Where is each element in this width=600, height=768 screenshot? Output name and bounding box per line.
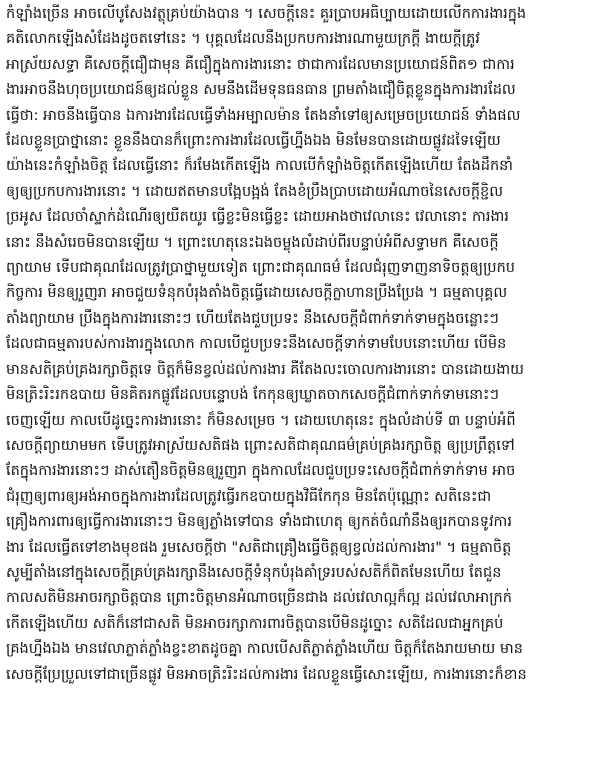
text-line: សេចក្តីប្រែប្រួលទៅជាច្រើនផ្លូវ មិនអាចត្រិះរិះដល់ការងារ ដែលខ្លួនធ្វើសោះឡើយ, ការងារនោះក៏ខាន bbox=[6, 666, 527, 683]
text-line: តែក្នុងការងារនោះៗ ដាស់តឿនចិត្តមិនឲ្យរួញរា ក្នុងកាលដែលជួបប្រទះសេចក្តីជំពាក់ទាក់ទាម អាច bbox=[6, 463, 516, 480]
text-line: កំឡាំងច្រើន អាចលើបូសែងវត្ថុគ្រប់យ៉ាងបាន ។ សេចក្តីនេះ គួរប្រាបអធិប្បាយដោយលើកការងារក្នុង bbox=[6, 6, 527, 22]
text-line: ច្រអូស ដែលចាំស្ទាក់ដំណើរឲ្យយឺតយូរ ធ្វើខ្លះមិនធ្វើខ្លះ ដោយអាងថាវេលានេះ វេលានោះ ការងារ bbox=[6, 209, 509, 226]
body-text bbox=[6, 2, 594, 766]
text-line: ចេញឡើយ កាលបើដូច្នេះការងារនោះ ក៏មិនសម្រេច ។ ដោយហេតុនេះ ក្នុងលំដាប់ទី ៣ បន្ទាប់អំពី bbox=[6, 412, 516, 429]
text-line: ដែលខ្លួនប្រាថ្នានោះ ខ្លួននឹងបានក៏ព្រោះការងារដែលធ្វើហ្នឹងឯង មិនមែនបានដោយផ្លូវដទៃឡើយ bbox=[6, 133, 501, 150]
text-line: តាំងព្យាយាម ប្រឹងក្នុងការងារនោះៗ ហើយតែងជួបប្រទះ នឹងសេចក្តីជំពាក់ទាក់ទាមក្នុងចន្លោះៗ bbox=[6, 310, 499, 327]
text-line: សេចក្តីព្យាយាមមក ទើបត្រូវអាស្រ័យសតិផង ព្រោះសតិជាគុណធម៌គ្រប់គ្រងរក្សាចិត្ត ឲ្យប្រព្រឹត្តទៅ bbox=[6, 437, 515, 454]
text-line: ងារអាចនឹងហុចប្រយោជន៍ឲ្យដល់ខ្លួន សមនឹងដើមទុនធនធាន ព្រមតាំងជឿចិត្តខ្លួនក្នុងការងារដែល bbox=[6, 82, 516, 99]
text-line: យ៉ាងនេះកំឡាំងចិត្ត ដែលធ្វើនោះ ក៏រមែងកើតឡើង កាលបើកំឡាំងចិត្តកើតឡើងហើយ តែងដឹកនាំ bbox=[6, 158, 513, 175]
text-line: សូម្បីតាំងនៅក្នុងសេចក្តីគ្រប់គ្រងរក្សានឹងសេចក្តីទំនុកបំរុងគាំទ្ររបស់សតិក៏ពិតមែនហើយ តែជួន bbox=[6, 564, 502, 581]
text-line: មានសតិគ្រប់គ្រងរក្សាចិត្តទេ ចិត្តក៏មិនខ្វល់ដល់ការងារ គឺតែងលះចោលការងារនោះ បានដោយងាយ bbox=[6, 361, 524, 378]
text-line: ធ្វើថា: អាចនឹងធ្វើបាន ឯការងារដែលធ្វើទាំងអម្បាលម៉ាន តែងនាំទៅឲ្យសម្រេចប្រយោជន៍ ទាំងផល bbox=[6, 107, 521, 124]
text-line: កិច្ចការ មិនឲ្យរួញរា អាចជួយទំនុកបំរុងតាំងចិត្តធ្វើដោយសេចក្តីក្លាហានប្រឹងប្រែង ។ ធម្មតាបុគ្គល bbox=[6, 285, 508, 302]
text-line: ព្យាយាម ទើបជាគុណដែលត្រូវប្រាថ្នាមួយទៀត ព្រោះជាគុណធម៌ ដែលជំរុញទាញនាទិចត្តឲ្យប្រកប bbox=[6, 260, 516, 277]
text-line: នោះ នឹងសំរេចមិនបានឡើយ ។ ព្រោះហេតុនេះឯងចម្លុងលំដាប់ពីរបន្ទាប់អំពីសទ្ធាមក គឺសេចក្តី bbox=[6, 234, 499, 251]
text-line: គ្រងហ្នឹងឯង មានវេលាភ្លាត់ភ្លាំងខ្វះខាតដូចគ្នា កាលបើសតិភ្លាត់ភ្លាំងហើយ ចិត្តក៏តែងរាយមាយ មាន bbox=[6, 641, 523, 658]
text-line: ឲ្យឲ្យប្រកបការងារនោះ ។ ដោយឥតមានបង្អែបង្អង់ តែងខំប្រឹងប្រាបដោយអំណាចនៃសេចក្តីខ្ជិល bbox=[6, 183, 504, 200]
text-line: ជំរុញឲ្យពារឲ្យអង់អាចក្នុងការងារដែលត្រូវធ្វើរកឧបាយក្នុងវិធីកែកុន មិនតែប៉ុណ្ណោះ សតិនេះជា bbox=[6, 488, 492, 505]
text-line: ងារ ដែលធ្វើតទៅខាងមុខផង រួមសេចក្តីថា "សតិជាគ្រឿងធ្វើចិត្តឲ្យខ្វល់ដល់ការងារ" ។ ធម្មតាចិត្ត bbox=[6, 539, 512, 556]
text-line: កើតឡើងហើយ សតិក៏នៅជាសតិ មិនអាចរក្សាការពារចិត្តបានបើមិនដូច្នោះ សតិដែលជាអ្នកគ្រប់ bbox=[6, 615, 504, 632]
text-line: គតិលោកឡើងសំដែងដូចតទៅនេះ ។ បុគ្គលដែលនឹងប្រកបការងារណាមួយក្រក្តី ងាយក្តីត្រូវ bbox=[6, 31, 480, 48]
text-line: មិនត្រិះរិះរកឧបាយ មិនគិតរកផ្លូវដែលបន្ទោបង់ កែកុនឲ្យឃ្លាតចាកសេចក្តីជំពាក់ទាក់ទាមនោះៗ bbox=[6, 387, 499, 404]
text-line: ដែលជាធម្មតារបស់ការងារក្នុងលោក កាលបើជួបប្រទះនឹងសេចក្តីទាក់ទាមបែបនោះហើយ បើមិន bbox=[6, 336, 507, 353]
text-line: កាលសតិមិនអាចរក្សាចិត្តបាន ព្រោះចិត្តមានអំណាចច្រើនជាង ដល់វេលាល្អក៏ល្អ ដល់វេលាអាក្រក់ bbox=[6, 590, 512, 607]
text-line: អាស្រ័យសទ្ធា គឺសេចក្តីជឿជាមុន គឺជឿក្នុងការងារនោះ ថាជាការដែលមានប្រយោជន៍ពិត១ ជាការ bbox=[6, 56, 515, 73]
text-line: គ្រឿងការពារឲ្យធ្វើការងារនោះៗ មិនឲ្យភ្លាំងទៅបាន ទាំងជាហេតុ ឲ្យកត់ចំណាំនឹងឲ្យរកបានទូវការ bbox=[6, 514, 512, 531]
